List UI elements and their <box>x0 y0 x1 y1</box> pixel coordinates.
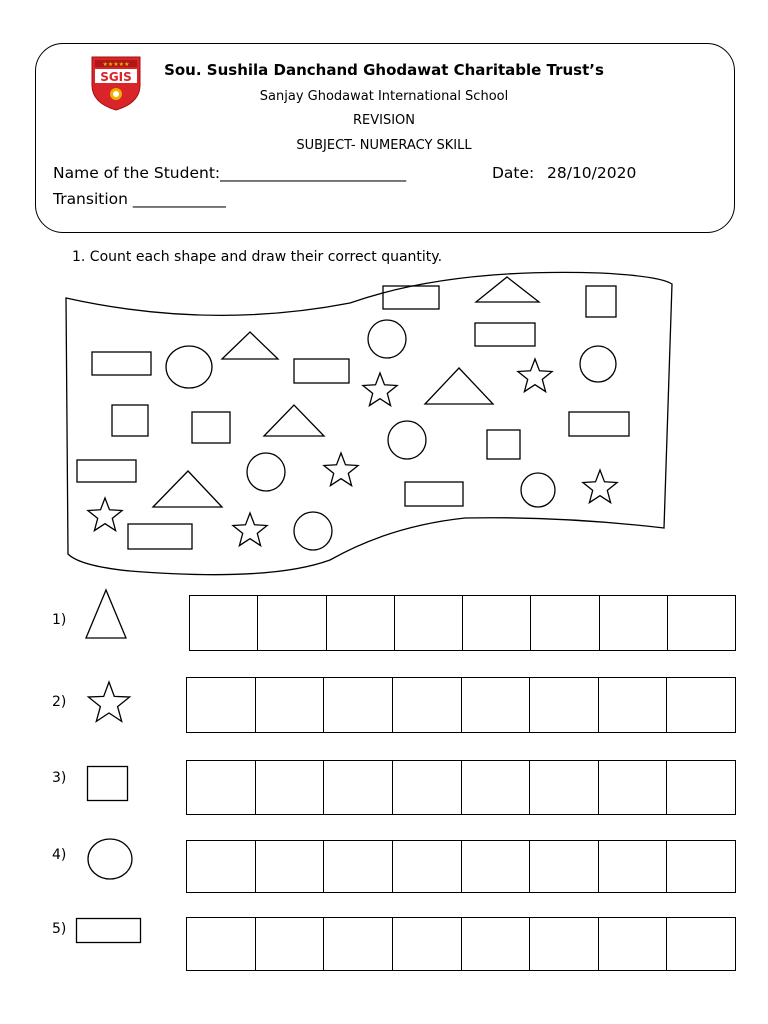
answer-box[interactable] <box>599 918 668 970</box>
star-shape <box>324 453 358 486</box>
rectangle-icon <box>75 917 143 945</box>
answer-box[interactable] <box>187 678 256 732</box>
logo-text: SGIS <box>100 70 132 84</box>
date-value: 28/10/2020 <box>547 164 637 182</box>
answer-box[interactable] <box>531 596 599 650</box>
answer-box[interactable] <box>187 841 256 892</box>
rectangle-shape <box>128 524 192 549</box>
row-label-5: 5) <box>52 921 67 937</box>
triangle-icon <box>84 588 128 640</box>
answer-box[interactable] <box>190 596 258 650</box>
revision-title: REVISION <box>352 113 416 128</box>
answer-box[interactable] <box>667 761 735 814</box>
question-text: 1. Count each shape and draw their correct quantity. <box>72 249 443 265</box>
answer-grid-triangle <box>189 595 736 651</box>
answer-box[interactable] <box>324 761 393 814</box>
circle-shape <box>294 512 332 550</box>
answer-box[interactable] <box>327 596 395 650</box>
answer-box[interactable] <box>462 761 531 814</box>
triangle-shape <box>425 368 493 404</box>
trust-title: Sou. Sushila Danchand Ghodawat Charitable Trust’s <box>164 61 604 79</box>
answer-box[interactable] <box>667 918 735 970</box>
triangle-shape <box>264 405 324 436</box>
answer-box[interactable] <box>530 841 599 892</box>
answer-grid-star <box>186 677 736 733</box>
answer-box[interactable] <box>667 841 735 892</box>
circle-shape <box>247 453 285 491</box>
rectangle-shape <box>383 286 439 309</box>
square-shape <box>192 412 230 443</box>
answer-box[interactable] <box>393 841 462 892</box>
star-shape <box>518 359 552 392</box>
circle-shape <box>521 473 555 507</box>
rectangle-shape <box>77 460 136 482</box>
square-shape <box>586 286 616 317</box>
answer-box[interactable] <box>462 918 531 970</box>
answer-grid-circle <box>186 840 736 893</box>
star-shape <box>363 373 397 406</box>
triangle-shape <box>222 332 278 359</box>
answer-box[interactable] <box>668 596 735 650</box>
answer-box[interactable] <box>463 596 531 650</box>
square-shape <box>112 405 148 436</box>
answer-box[interactable] <box>530 761 599 814</box>
row-label-1: 1) <box>52 612 67 628</box>
answer-box[interactable] <box>324 678 393 732</box>
answer-box[interactable] <box>256 918 325 970</box>
answer-box[interactable] <box>256 678 325 732</box>
answer-box[interactable] <box>395 596 463 650</box>
star-shape <box>88 498 122 531</box>
rectangle-shape <box>569 412 629 436</box>
answer-box[interactable] <box>256 761 325 814</box>
triangle-shape <box>476 277 539 302</box>
answer-box[interactable] <box>324 841 393 892</box>
circle-icon <box>86 837 134 881</box>
answer-box[interactable] <box>462 678 531 732</box>
answer-box[interactable] <box>599 678 668 732</box>
answer-box[interactable] <box>393 918 462 970</box>
answer-box[interactable] <box>600 596 668 650</box>
star-icon <box>86 680 132 726</box>
rectangle-shape <box>92 352 151 375</box>
transition-field[interactable]: Transition ____________ <box>53 190 226 208</box>
svg-text:★★★★★: ★★★★★ <box>102 61 130 68</box>
row-label-4: 4) <box>52 847 67 863</box>
answer-box[interactable] <box>187 918 256 970</box>
circle-shape <box>388 421 426 459</box>
answer-box[interactable] <box>599 761 668 814</box>
answer-grid-rectangle <box>186 917 736 971</box>
answer-box[interactable] <box>462 841 531 892</box>
rectangle-shape <box>475 323 535 346</box>
answer-box[interactable] <box>530 678 599 732</box>
answer-box[interactable] <box>667 678 735 732</box>
row-label-2: 2) <box>52 694 67 710</box>
answer-box[interactable] <box>393 678 462 732</box>
answer-grid-square <box>186 760 736 815</box>
answer-box[interactable] <box>324 918 393 970</box>
banner-outline <box>66 272 672 574</box>
circle-shape <box>580 346 616 382</box>
school-name: Sanjay Ghodawat International School <box>259 89 509 104</box>
circle-shape <box>368 320 406 358</box>
answer-box[interactable] <box>599 841 668 892</box>
row-label-3: 3) <box>52 770 67 786</box>
star-shape <box>583 470 617 503</box>
circle-shape <box>166 346 212 388</box>
student-name-field[interactable]: Name of the Student:________________________ <box>53 164 407 182</box>
rectangle-shape <box>294 359 349 383</box>
answer-box[interactable] <box>187 761 256 814</box>
rectangle-shape <box>405 482 463 506</box>
star-shape <box>233 513 267 546</box>
date-label: Date: <box>492 164 535 182</box>
shape-collection-banner <box>60 268 720 583</box>
answer-box[interactable] <box>530 918 599 970</box>
answer-box[interactable] <box>256 841 325 892</box>
subject-title: SUBJECT- NUMERACY SKILL <box>296 138 472 153</box>
answer-box[interactable] <box>258 596 326 650</box>
answer-box[interactable] <box>393 761 462 814</box>
square-icon <box>86 765 130 803</box>
triangle-shape <box>153 471 222 507</box>
square-shape <box>487 430 520 459</box>
